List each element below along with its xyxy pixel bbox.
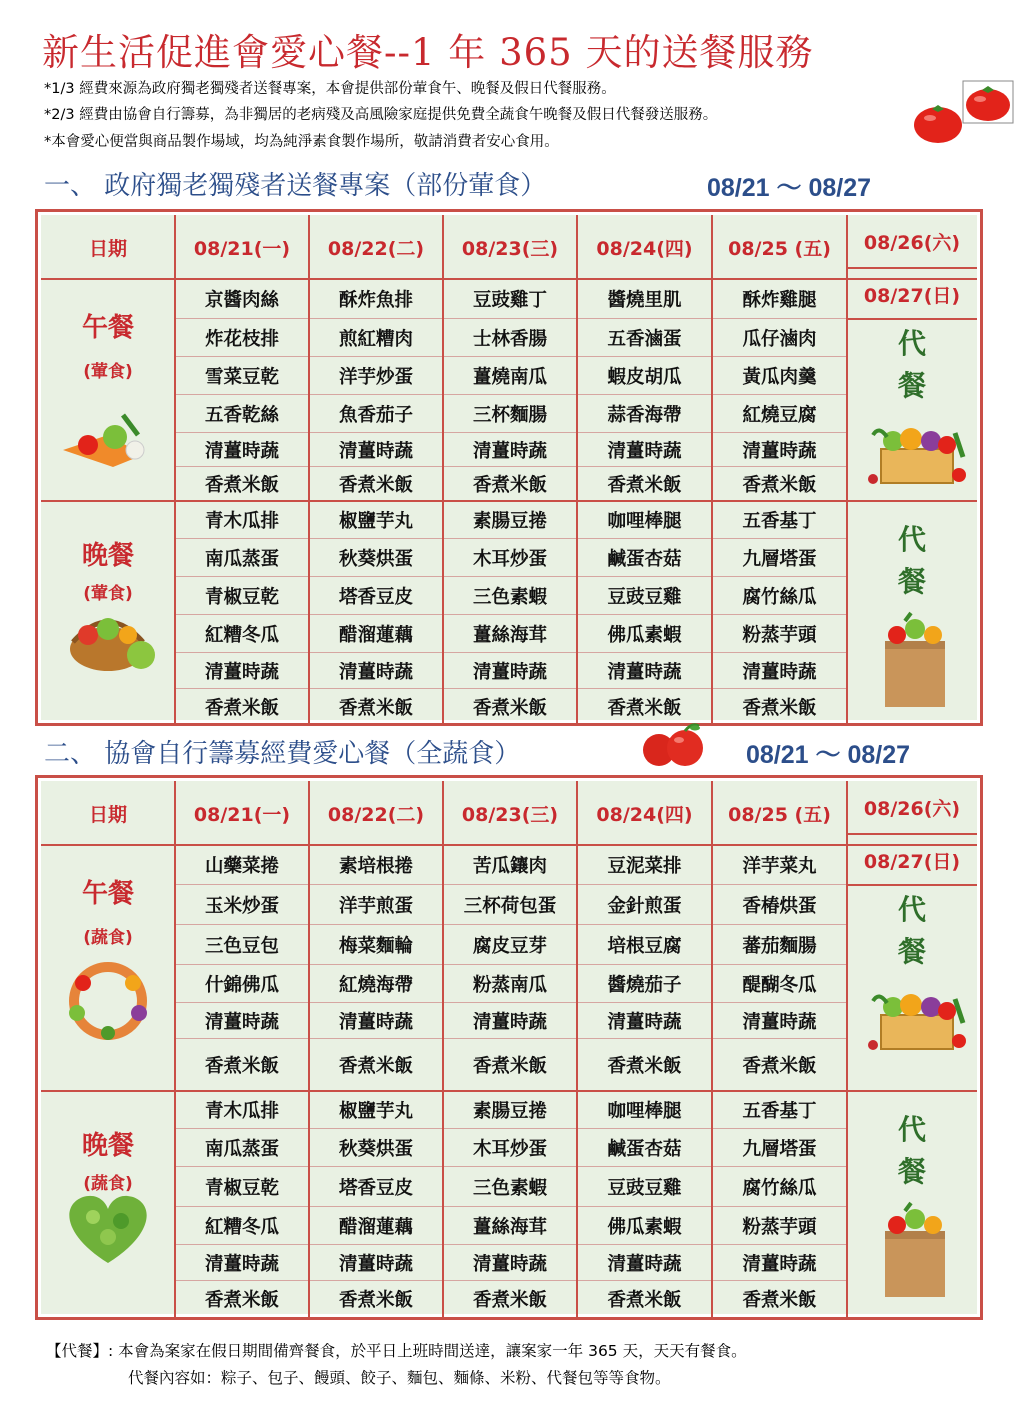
menu-item: 清薑時蔬: [607, 441, 682, 462]
menu-item: 紅糟冬瓜: [204, 1217, 279, 1238]
section2-title: 二、 協會自行籌募經費愛心餐（全蔬食）: [44, 739, 521, 769]
menu-item: 香煮米飯: [338, 698, 413, 719]
menu-item: 雪菜豆乾: [204, 367, 279, 388]
menu-item: 九層塔蛋: [742, 549, 817, 570]
menu-item: 五香滷蛋: [607, 329, 682, 350]
menu-item: 香椿烘蛋: [742, 896, 817, 917]
day-header: 08/21(一): [193, 237, 291, 260]
note-line-1: *1/3 經費來源為政府獨老獨殘者送餐專案，本會提供部份葷食午、晚餐及假日代餐服務。: [44, 81, 616, 97]
menu-item: 木耳炒蛋: [472, 1139, 547, 1160]
dinner-label: 晚餐: [81, 1131, 134, 1161]
menu-item: 清薑時蔬: [742, 1254, 817, 1275]
tomato-icon: [962, 80, 1014, 124]
lunch-sub-label: (蔬食): [83, 928, 133, 948]
menu-item: 豆豉豆雞: [607, 587, 682, 608]
menu-item: 清薑時蔬: [607, 662, 682, 683]
menu-item: 蝦皮胡瓜: [607, 367, 682, 388]
menu-item: 炸花枝排: [204, 329, 279, 350]
menu-item: 清薑時蔬: [338, 441, 413, 462]
vegetables-icon: [53, 395, 163, 475]
footer-line-1: 【代餐】: 本會為案家在假日期間備齊餐食，於平日上班時間送達，讓案家一年 365 天，天天有餐食。: [46, 1342, 747, 1360]
menu-item: 秋葵烘蛋: [338, 1139, 413, 1160]
menu-item: 清薑時蔬: [472, 1254, 547, 1275]
menu-item: 秋葵烘蛋: [338, 549, 413, 570]
section1-title: 一、 政府獨老獨殘者送餐專案（部份葷食）: [44, 171, 547, 201]
column-divider: [308, 215, 310, 725]
day-header: 08/22(二): [327, 803, 425, 826]
menu-item: 素培根捲: [338, 856, 413, 877]
menu-item: 三色素蝦: [472, 1178, 547, 1199]
weekend-sat-header: 08/26(六): [863, 231, 961, 254]
grocery-bag-icon: [865, 611, 965, 711]
menu-item: 京醬肉絲: [204, 290, 279, 311]
menu-item: 清薑時蔬: [472, 1012, 547, 1033]
menu-item: 香煮米飯: [472, 698, 547, 719]
menu-item: 醬燒茄子: [607, 975, 682, 996]
menu-item: 塔香豆皮: [338, 587, 413, 608]
menu-item: 香煮米飯: [472, 1290, 547, 1311]
section1-table: [35, 209, 983, 726]
day-header: 08/23(三): [461, 237, 559, 260]
substitute-label-lunch: 代 餐: [897, 893, 926, 968]
menu-item: 清薑時蔬: [338, 1254, 413, 1275]
menu-item: 三色素蝦: [472, 587, 547, 608]
column-divider: [442, 215, 444, 725]
menu-item: 香煮米飯: [607, 475, 682, 496]
menu-item: 香煮米飯: [607, 1290, 682, 1311]
menu-item: 椒鹽芋丸: [338, 1101, 413, 1122]
day-header: 08/24(四): [596, 237, 693, 260]
weekend-sat-header: 08/26(六): [863, 797, 961, 820]
menu-item: 香煮米飯: [204, 1290, 279, 1311]
apple-icon: [637, 722, 709, 768]
menu-item: 香煮米飯: [742, 1056, 817, 1077]
menu-item: 清薑時蔬: [338, 662, 413, 683]
menu-item: 南瓜蒸蛋: [204, 549, 279, 570]
menu-item: 香煮米飯: [204, 475, 279, 496]
note-line-3: *本會愛心便當與商品製作場域，均為純淨素食製作場所，敬請消費者安心食用。: [44, 134, 559, 150]
section-divider: [41, 844, 977, 846]
menu-item: 紅糟冬瓜: [204, 625, 279, 646]
menu-item: 黃瓜肉羹: [742, 367, 817, 388]
menu-item: 咖哩棒腿: [607, 511, 682, 532]
menu-item: 香煮米飯: [204, 1056, 279, 1077]
menu-item: 腐竹絲瓜: [742, 1178, 817, 1199]
day-header: 08/22(二): [327, 237, 425, 260]
menu-item: 九層塔蛋: [742, 1139, 817, 1160]
menu-item: 醋溜蓮藕: [338, 625, 413, 646]
menu-item: 醋溜蓮藕: [338, 1217, 413, 1238]
menu-item: 苦瓜鑲肉: [472, 856, 547, 877]
menu-item: 蒜香海帶: [607, 405, 682, 426]
menu-item: 清薑時蔬: [472, 441, 547, 462]
menu-item: 醍醐冬瓜: [742, 975, 817, 996]
menu-item: 金針煎蛋: [607, 896, 682, 917]
dinner-sub-label: (葷食): [83, 584, 133, 604]
menu-item: 清薑時蔬: [742, 1012, 817, 1033]
menu-item: 青椒豆乾: [204, 587, 279, 608]
day-header: 08/24(四): [596, 803, 693, 826]
substitute-label-dinner: 代 餐: [897, 1113, 926, 1188]
weekend-divider: [847, 318, 977, 320]
substitute-label-dinner: 代 餐: [897, 523, 926, 598]
vegetables-icon: [53, 1187, 163, 1267]
section1-range: 08/21 ～ 08/27: [707, 174, 872, 202]
menu-item: 清薑時蔬: [472, 662, 547, 683]
menu-item: 三杯麵腸: [472, 405, 547, 426]
menu-item: 香煮米飯: [742, 1290, 817, 1311]
column-divider: [174, 215, 176, 725]
dinner-sub-label: (蔬食): [83, 1174, 133, 1194]
menu-item: 素腸豆捲: [472, 1101, 547, 1122]
menu-item: 玉米炒蛋: [204, 896, 279, 917]
page-title: 新生活促進會愛心餐--1 年 365 天的送餐服務: [42, 31, 814, 74]
menu-item: 香煮米飯: [338, 475, 413, 496]
menu-item: 三杯荷包蛋: [463, 896, 557, 917]
menu-item: 洋芋菜丸: [742, 856, 817, 877]
menu-item: 魚香茄子: [338, 405, 413, 426]
substitute-label-lunch: 代 餐: [897, 327, 926, 402]
menu-item: 青木瓜排: [204, 1101, 279, 1122]
menu-item: 清薑時蔬: [338, 1012, 413, 1033]
menu-item: 清薑時蔬: [607, 1254, 682, 1275]
grocery-bag-icon: [865, 1201, 965, 1301]
section-divider: [41, 500, 977, 502]
section-divider: [41, 278, 977, 280]
menu-item: 洋芋煎蛋: [338, 896, 413, 917]
menu-item: 豆豉雞丁: [472, 290, 547, 311]
menu-item: 粉蒸南瓜: [472, 975, 547, 996]
column-divider: [576, 215, 578, 725]
menu-item: 清薑時蔬: [204, 662, 279, 683]
column-divider: [308, 781, 310, 1317]
day-header: 08/21(一): [193, 803, 291, 826]
lunch-sub-label: (葷食): [83, 362, 133, 382]
tomato-icon: [912, 100, 964, 144]
menu-item: 鹹蛋杏菇: [607, 1139, 682, 1160]
lunch-label: 午餐: [81, 879, 134, 909]
menu-item: 三色豆包: [204, 936, 279, 957]
menu-item: 腐皮豆芽: [472, 936, 547, 957]
weekend-sun-header: 08/27(日): [863, 284, 961, 307]
dinner-label: 晚餐: [81, 541, 134, 571]
column-divider: [711, 781, 713, 1317]
menu-item: 薑絲海茸: [472, 1217, 547, 1238]
menu-item: 佛瓜素蝦: [607, 625, 682, 646]
menu-item: 香煮米飯: [472, 1056, 547, 1077]
section2-range: 08/21 ～ 08/27: [746, 741, 911, 769]
day-header: 08/25 (五): [728, 803, 831, 826]
menu-item: 豆泥菜排: [607, 856, 682, 877]
lunch-label: 午餐: [81, 313, 134, 343]
column-divider: [174, 781, 176, 1317]
section-divider: [41, 1090, 977, 1092]
menu-item: 五香基丁: [742, 511, 817, 532]
menu-item: 薑絲海茸: [472, 625, 547, 646]
menu-item: 咖哩棒腿: [607, 1101, 682, 1122]
menu-item: 培根豆腐: [607, 936, 682, 957]
date-header-label: 日期: [88, 803, 127, 826]
menu-item: 清薑時蔬: [204, 1012, 279, 1033]
menu-item: 清薑時蔬: [742, 662, 817, 683]
menu-item: 粉蒸芋頭: [742, 1217, 817, 1238]
menu-item: 腐竹絲瓜: [742, 587, 817, 608]
footer-line-2: 代餐內容如：粽子、包子、饅頭、餃子、麵包、麵條、米粉、代餐包等等食物。: [128, 1369, 671, 1387]
menu-item: 香煮米飯: [338, 1056, 413, 1077]
menu-item: 五香乾絲: [204, 405, 279, 426]
menu-item: 香煮米飯: [472, 475, 547, 496]
menu-item: 青椒豆乾: [204, 1178, 279, 1199]
menu-item: 清薑時蔬: [204, 1254, 279, 1275]
weekend-sun-header: 08/27(日): [863, 850, 961, 873]
produce-crate-icon: [859, 415, 974, 495]
menu-item: 佛瓜素蝦: [607, 1217, 682, 1238]
day-header: 08/23(三): [461, 803, 559, 826]
menu-item: 木耳炒蛋: [472, 549, 547, 570]
menu-item: 清薑時蔬: [742, 441, 817, 462]
menu-item: 塔香豆皮: [338, 1178, 413, 1199]
menu-item: 洋芋炒蛋: [338, 367, 413, 388]
menu-item: 醬燒里肌: [607, 290, 682, 311]
date-header-label: 日期: [88, 237, 127, 260]
menu-item: 香煮米飯: [338, 1290, 413, 1311]
menu-item: 素腸豆捲: [472, 511, 547, 532]
menu-item: 煎紅糟肉: [338, 329, 413, 350]
menu-item: 南瓜蒸蛋: [204, 1139, 279, 1160]
menu-item: 山藥菜捲: [204, 856, 279, 877]
menu-item: 椒鹽芋丸: [338, 511, 413, 532]
vegetables-icon: [53, 961, 163, 1041]
menu-item: 酥炸雞腿: [742, 290, 817, 311]
menu-item: 豆豉豆雞: [607, 1178, 682, 1199]
menu-item: 士林香腸: [472, 329, 547, 350]
menu-item: 紅燒海帶: [338, 975, 413, 996]
menu-item: 蕃茄麵腸: [742, 936, 817, 957]
menu-item: 瓜仔滷肉: [742, 329, 817, 350]
menu-item: 什錦佛瓜: [204, 975, 279, 996]
menu-item: 鹹蛋杏菇: [607, 549, 682, 570]
menu-item: 香煮米飯: [607, 1056, 682, 1077]
menu-item: 粉蒸芋頭: [742, 625, 817, 646]
menu-item: 梅菜麵輪: [338, 936, 413, 957]
menu-item: 青木瓜排: [204, 511, 279, 532]
menu-item: 清薑時蔬: [607, 1012, 682, 1033]
menu-item: 五香基丁: [742, 1101, 817, 1122]
section2-table: [35, 775, 983, 1320]
menu-item: 香煮米飯: [204, 698, 279, 719]
menu-item: 香煮米飯: [607, 698, 682, 719]
column-divider: [576, 781, 578, 1317]
weekend-divider: [847, 884, 977, 886]
produce-crate-icon: [859, 981, 974, 1061]
vegetables-icon: [53, 597, 163, 677]
menu-item: 香煮米飯: [742, 475, 817, 496]
day-header: 08/25 (五): [728, 237, 831, 260]
column-divider: [711, 215, 713, 725]
note-line-2: *2/3 經費由協會自行籌募，為非獨居的老病殘及高風險家庭提供免費全蔬食午晚餐及假日代餐發送服務。: [44, 107, 718, 123]
menu-item: 薑燒南瓜: [472, 367, 547, 388]
menu-item: 清薑時蔬: [204, 441, 279, 462]
menu-item: 香煮米飯: [742, 698, 817, 719]
column-divider: [442, 781, 444, 1317]
menu-item: 紅燒豆腐: [742, 405, 817, 426]
menu-item: 酥炸魚排: [338, 290, 413, 311]
